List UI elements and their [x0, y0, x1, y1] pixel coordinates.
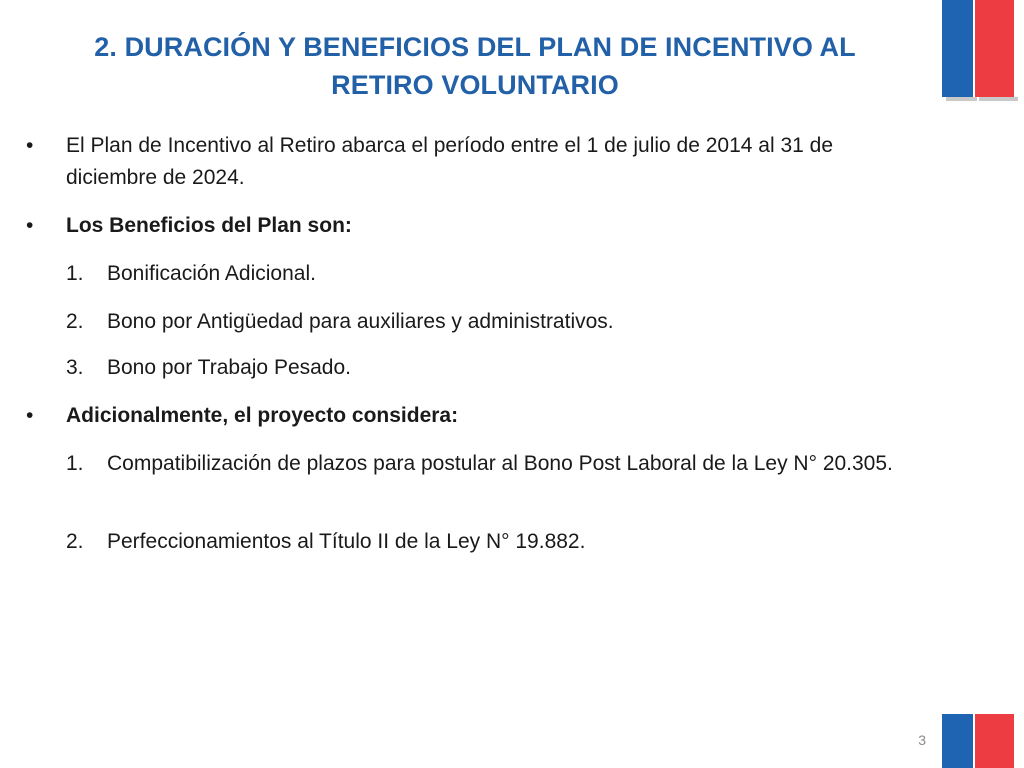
bullet-text: Los Beneficios del Plan son:: [66, 214, 352, 237]
flag-blue-stripe: [942, 714, 973, 768]
slide-title-line-2: RETIRO VOLUNTARIO: [331, 70, 619, 100]
slide-title: [60, 28, 890, 104]
item-number: 1.: [66, 452, 84, 475]
item-number: 2.: [66, 530, 84, 553]
flag-decoration-top: [942, 0, 1014, 97]
flag-red-stripe: [975, 0, 1014, 97]
slide-title-line-1: 2. DURACIÓN Y BENEFICIOS DEL PLAN DE INCENTIVO AL: [94, 32, 856, 62]
bullet-marker: •: [26, 404, 34, 427]
item-text: Bonificación Adicional.: [107, 262, 316, 285]
bullet-marker: •: [26, 134, 34, 157]
bullet-text: Adicionalmente, el proyecto considera:: [66, 404, 459, 427]
flag-decoration-bottom: [942, 714, 1014, 768]
item-text: Compatibilización de plazos para postular al Bono Post Laboral de la Ley N° 20.305.: [107, 452, 893, 475]
item-number: 2.: [66, 310, 84, 333]
item-text: Bono por Antigüedad para auxiliares y administrativos.: [107, 310, 614, 333]
page-number: 3: [918, 732, 926, 748]
flag-blue-stripe: [942, 0, 973, 97]
item-number: 1.: [66, 262, 84, 285]
item-text: Perfeccionamientos al Título II de la Ley N° 19.882.: [107, 530, 586, 553]
item-text: Bono por Trabajo Pesado.: [107, 356, 352, 379]
flag-red-stripe: [975, 714, 1014, 768]
bullet-marker: •: [26, 214, 34, 237]
bullet-text: El Plan de Incentivo al Retiro abarca el período entre el 1 de julio de 2014 al 31 de diciembre de 2024.: [66, 134, 834, 189]
item-number: 3.: [66, 356, 84, 379]
